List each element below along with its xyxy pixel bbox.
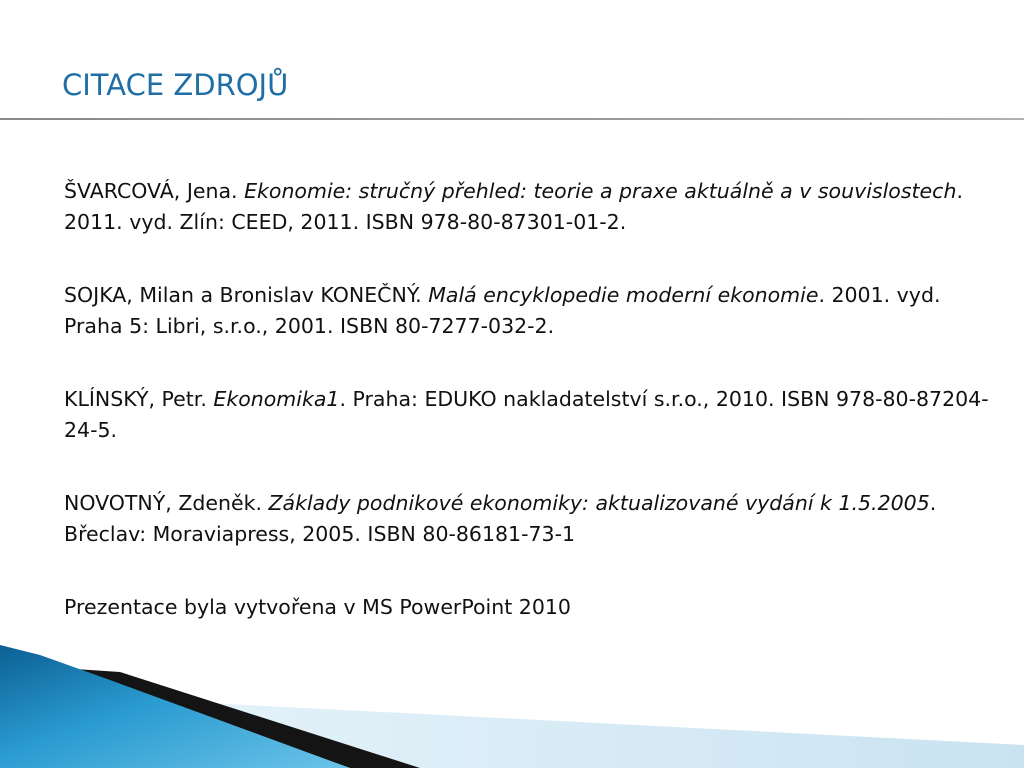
reference-details: . Praha: EDUKO nakladatelství s.r.o., 2010. ISBN 978-80-87204-24-5. [64, 387, 989, 442]
reference-details: . 2011. vyd. Zlín: CEED, 2011. ISBN 978-80-87301-01-2. [64, 179, 963, 234]
reference-item [64, 176, 999, 238]
reference-details: . Břeclav: Moraviapress, 2005. ISBN 80-86181-73-1 [64, 491, 937, 546]
reference-title: Základy podnikové ekonomiky: aktualizované vydání k 1.5.2005 [268, 491, 930, 515]
light-band-shape [150, 700, 1024, 768]
reference-title: Ekonomika1 [213, 387, 340, 411]
reference-title: Ekonomie: stručný přehled: teorie a praxe aktuálně a v souvislostech [244, 179, 957, 203]
reference-author: KLÍNSKÝ, Petr. [64, 387, 214, 411]
reference-item [64, 488, 999, 550]
reference-item [64, 384, 999, 446]
footer-note: Prezentace byla vytvořena v MS PowerPoint 2010 [64, 595, 571, 619]
reference-title: Malá encyklopedie moderní ekonomie [428, 283, 819, 307]
reference-author: NOVOTNÝ, Zdeněk. [64, 491, 269, 515]
slide-title: CITACE ZDROJŮ [62, 68, 289, 102]
dark-swoosh-shape [60, 668, 420, 768]
title-divider [0, 118, 1024, 120]
reference-details: . 2001. vyd. Praha 5: Libri, s.r.o., 2001. ISBN 80-7277-032-2. [64, 283, 941, 338]
reference-author: SOJKA, Milan a Bronislav KONEČNÝ. [64, 283, 429, 307]
reference-item [64, 280, 999, 342]
reference-author: ŠVARCOVÁ, Jena. [64, 179, 245, 203]
reference-list [64, 176, 999, 665]
